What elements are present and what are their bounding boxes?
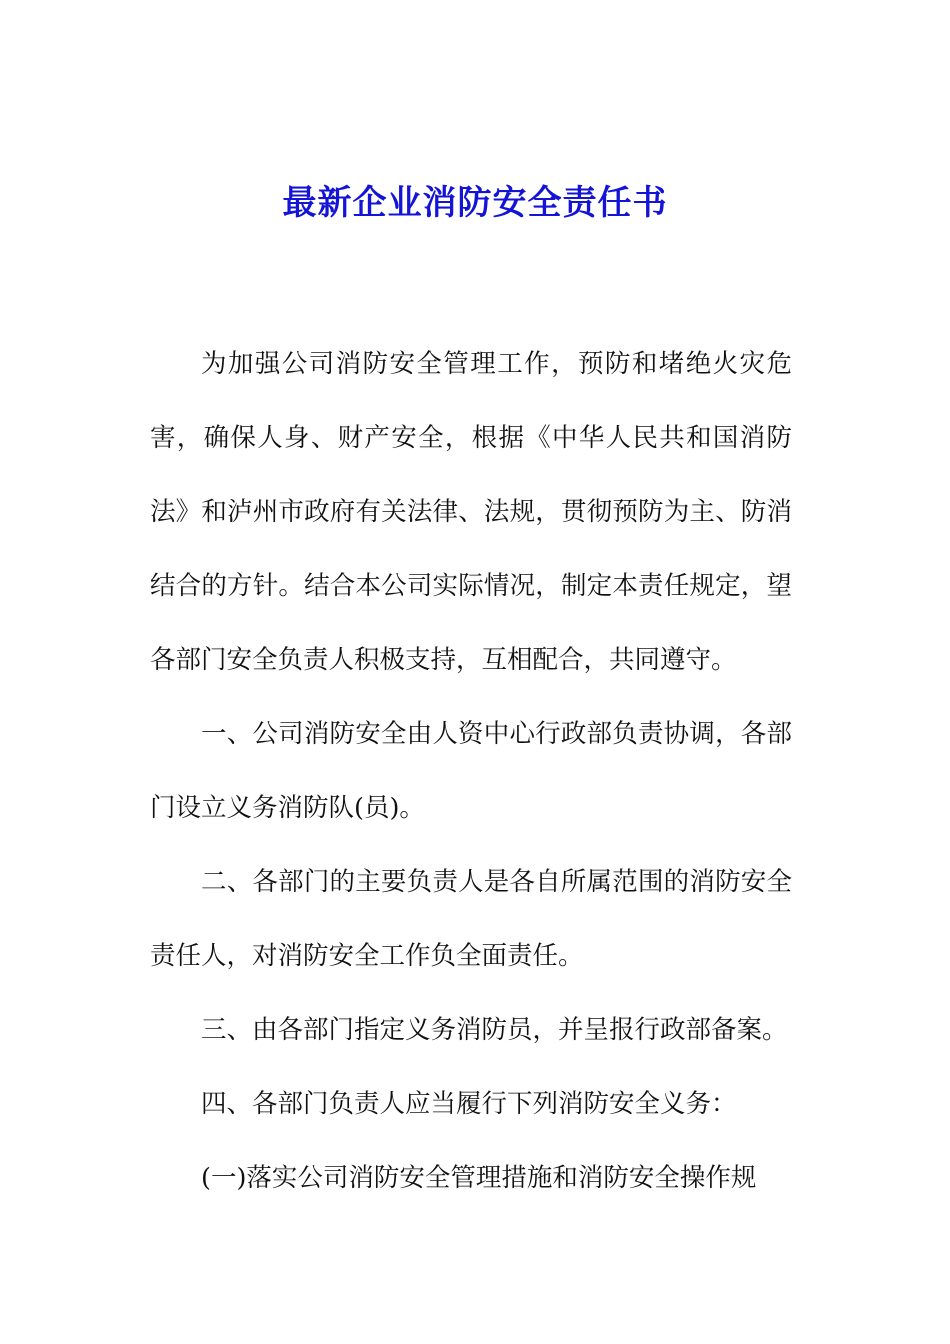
- paragraph-intro: 为加强公司消防安全管理工作，预防和堵绝火灾危害，确保人身、财产安全，根据《中华人民共和国消防法》和泸州市政府有关法律、法规，贯彻预防为主、防消结合的方针。结合本公司实际情况，制定本责任规定，望各部门安全负责人积极支持，互相配合，共同遵守。: [150, 349, 792, 675]
- document-body: [150, 327, 792, 1215]
- document-title: 最新企业消防安全责任书: [282, 183, 668, 223]
- paragraph-item-3: 三、由各部门指定义务消防员，并呈报行政部备案。: [201, 1015, 788, 1045]
- paragraph-item-4: 四、各部门负责人应当履行下列消防安全义务：: [201, 1089, 737, 1119]
- paragraph-item-2: 二、各部门的主要负责人是各自所属范围的消防安全责任人，对消防安全工作负全面责任。: [150, 867, 792, 971]
- paragraph-item-1: 一、公司消防安全由人资中心行政部负责协调，各部门设立义务消防队(员)。: [150, 719, 792, 823]
- paragraph-subitem-1: (一)落实公司消防安全管理措施和消防安全操作规: [201, 1163, 757, 1193]
